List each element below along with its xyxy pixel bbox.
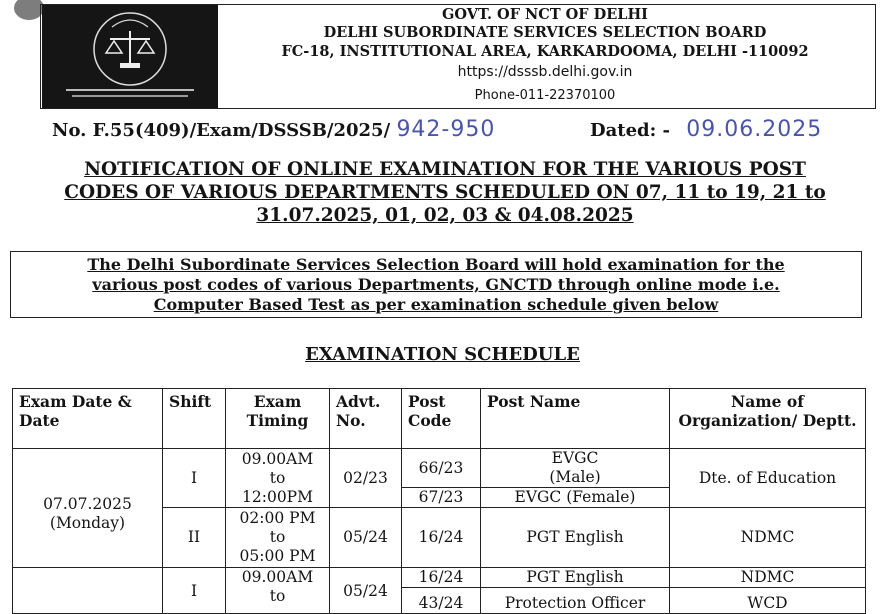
timing-to: to xyxy=(269,528,286,546)
title-line: CODES OF VARIOUS DEPARTMENTS SCHEDULED ON 07, 11 to 19, 21 to xyxy=(64,182,826,203)
timing-start: 09.00AM xyxy=(241,449,314,468)
organization-cell: WCD xyxy=(670,588,866,614)
post-code-cell: 16/24 xyxy=(402,568,481,588)
shift-cell: I xyxy=(163,449,226,508)
title-line: NOTIFICATION OF ONLINE EXAMINATION FOR THE VARIOUS POST xyxy=(84,159,806,180)
shift-cell: I xyxy=(163,568,226,614)
timing-end: 12:00PM xyxy=(242,487,313,506)
header-post-name: Post Name xyxy=(481,389,670,449)
title-line: 31.07.2025, 01, 02, 03 & 04.08.2025 xyxy=(256,205,634,226)
post-name-line: EVGC xyxy=(551,449,599,467)
timing-to: to xyxy=(269,587,286,605)
timing-cell xyxy=(226,568,330,614)
post-name-line: (Male) xyxy=(549,468,601,486)
handwritten-number: 942-950 xyxy=(396,117,496,142)
header-govt: GOVT. OF NCT OF DELHI xyxy=(442,6,648,23)
post-code-cell: 16/24 xyxy=(402,508,481,568)
header-address: FC-18, INSTITUTIONAL AREA, KARKARDOOMA, DELHI -110092 xyxy=(281,43,809,60)
timing-to: to xyxy=(269,468,286,487)
post-name-cell: Protection Officer xyxy=(481,588,670,614)
exam-date: 07.07.2025 xyxy=(43,495,132,513)
notification-title xyxy=(50,158,840,227)
table-row xyxy=(13,568,866,588)
header-organization: Name of Organization/ Deptt. xyxy=(670,389,866,449)
dated-label: Dated: - xyxy=(590,120,671,141)
schedule-heading: EXAMINATION SCHEDULE xyxy=(305,344,580,365)
timing-cell xyxy=(226,508,330,568)
table-row xyxy=(13,449,866,488)
table-header-row xyxy=(13,389,866,449)
header-post-code: Post Code xyxy=(402,389,481,449)
post-code-cell: 67/23 xyxy=(402,488,481,508)
handwritten-date: 09.06.2025 xyxy=(686,117,823,142)
organization-cell: Dte. of Education xyxy=(670,449,866,508)
notice-line: various post codes of various Departments, GNCTD through online mode i.e. xyxy=(92,275,780,294)
post-code-cell: 66/23 xyxy=(402,449,481,488)
reference-date xyxy=(590,117,822,142)
post-name-cell: PGT English xyxy=(481,508,670,568)
post-code-cell: 43/24 xyxy=(402,588,481,614)
timing-start: 09.00AM xyxy=(241,568,314,586)
header-timing: Exam Timing xyxy=(226,389,330,449)
advt-cell: 05/24 xyxy=(330,508,402,568)
dsssb-logo xyxy=(42,5,218,108)
header-website: https://dsssb.delhi.gov.in xyxy=(457,64,633,80)
organization-cell: NDMC xyxy=(670,568,866,588)
advt-cell: 02/23 xyxy=(330,449,402,508)
post-name-cell xyxy=(481,449,670,488)
exam-day: (Monday) xyxy=(49,514,126,532)
header-date: Exam Date & Date xyxy=(13,389,163,449)
reference-number xyxy=(52,117,495,142)
post-name-cell: EVGC (Female) xyxy=(481,488,670,508)
post-name-cell: PGT English xyxy=(481,568,670,588)
notice-text xyxy=(12,255,860,315)
exam-schedule-table xyxy=(12,388,866,614)
header-advt: Advt. No. xyxy=(330,389,402,449)
timing-end: 05:00 PM xyxy=(239,547,316,565)
reference-prefix: No. F.55(409)/Exam/DSSSB/2025/ xyxy=(52,120,391,141)
timing-start: 02:00 PM xyxy=(239,509,316,527)
advt-cell: 05/24 xyxy=(330,568,402,614)
organization-cell: NDMC xyxy=(670,508,866,568)
header-shift: Shift xyxy=(163,389,226,449)
exam-date-cell xyxy=(13,568,163,614)
notice-line: Computer Based Test as per examination schedule given below xyxy=(153,295,719,314)
notice-line: The Delhi Subordinate Services Selection Board will hold examination for the xyxy=(87,255,785,274)
timing-cell xyxy=(226,449,330,508)
header-board: DELHI SUBORDINATE SERVICES SELECTION BOARD xyxy=(323,24,767,41)
header-phone: Phone-011-22370100 xyxy=(474,88,616,103)
exam-date-cell xyxy=(13,449,163,568)
shift-cell: II xyxy=(163,508,226,568)
